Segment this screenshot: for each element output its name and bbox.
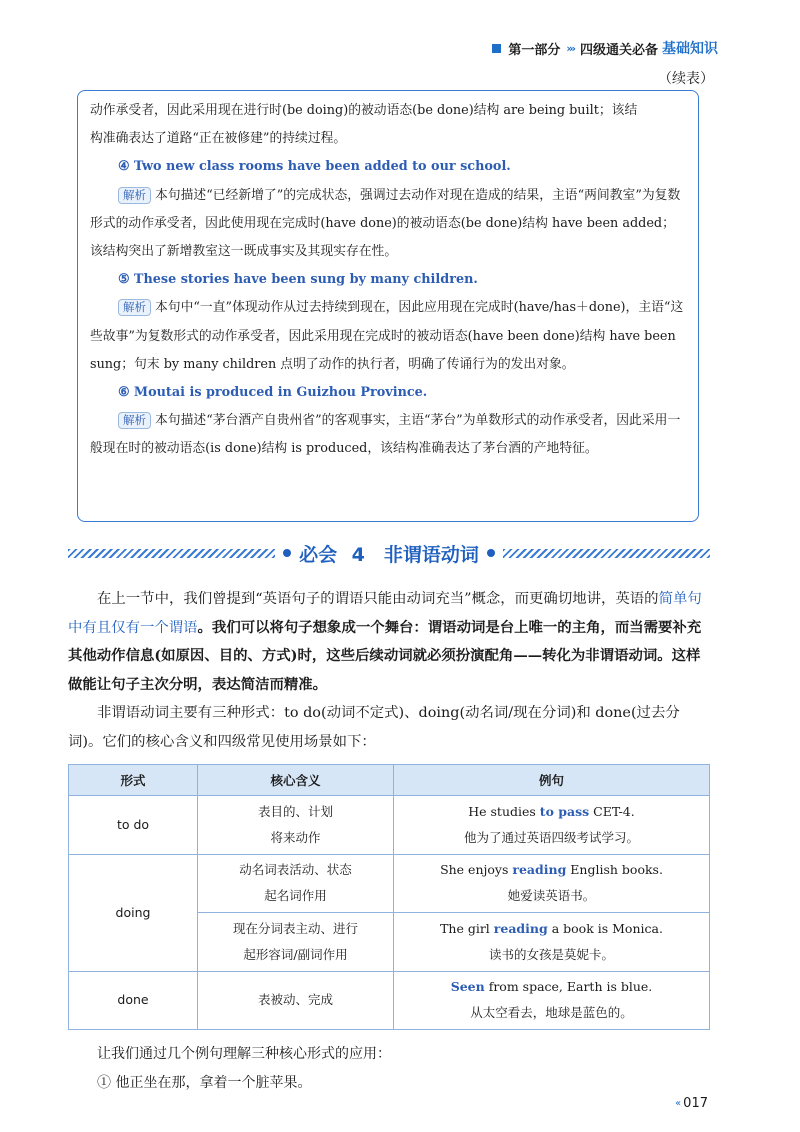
meaning-cell: [198, 971, 394, 1030]
square-icon: [492, 44, 501, 53]
arrows-icon: ›››: [566, 41, 574, 55]
highlight-text: 简单句中有且仅有一个谓语: [68, 591, 702, 636]
table-row: [69, 971, 710, 1030]
example-en: [395, 799, 708, 825]
meaning-cell: [198, 913, 394, 972]
closing-text: [97, 1040, 391, 1098]
meaning-cell: [198, 854, 394, 913]
example-text: He studies: [468, 803, 540, 819]
example-text: English books.: [566, 862, 663, 878]
example-sentence: ⑤ These stories have been sung by many children.: [118, 272, 478, 288]
dot-icon: [487, 549, 495, 557]
closing-example: ① 他正坐在那，拿着一个脏苹果。: [97, 1074, 312, 1091]
analysis-text: 本句描述“茅台酒产自贵州省”的客观事实，主语“茅台”为单数形式的动作承受者，因此采用一般现在时的被动语态(is done)结构 is produced，该结构准确表达了茅台酒的产地特征。: [90, 413, 681, 457]
analysis-tag: 解析: [118, 412, 151, 429]
paragraph-text: 在上一节中，我们曾提到“英语句子的谓语只能由动词充当”概念，而更确切地讲，英语的: [97, 591, 659, 607]
table-header: 核心含义: [198, 765, 394, 796]
meaning-cell: [198, 796, 394, 855]
example-sentence: ④ Two new class rooms have been added to our school.: [118, 159, 511, 175]
page-number-text: 017: [683, 1096, 708, 1111]
example-sentence: ⑥ Moutai is produced in Guizhou Province.: [118, 385, 428, 401]
right-stripe-decoration: [503, 549, 710, 558]
example-text: from space, Earth is blue.: [484, 979, 653, 995]
header-part: 第一部分: [508, 42, 561, 58]
meaning-line: 将来动作: [270, 829, 321, 845]
meaning-line: 表目的、计划: [257, 803, 333, 819]
table-row: [69, 796, 710, 855]
bold-text: 。我们可以将句子想象成一个舞台：谓语动词是台上唯一的主角，而当需要补充其他动作信息(如原因、目的、方式)时，这些后续动词就必须扮演配角——转化为非谓语动词。这样做能让句子主次分明，表达简洁而精准。: [68, 618, 702, 693]
example-highlight: Seen: [450, 979, 485, 995]
section-heading: [68, 538, 710, 568]
meaning-line: 现在分词表主动、进行: [232, 920, 358, 936]
meaning-line: 起形容词/副词作用: [243, 946, 348, 962]
analysis-text: 本句描述“已经新增了”的完成状态，强调过去动作对现在造成的结果，主语“两间教室”为复数形式的动作承受者，因此使用现在完成时(have done)的被动语态(be done)结构 have been added；该结构突出了新增教室这一既成事实及其现实存在性。: [90, 187, 681, 260]
analysis-tag: 解析: [118, 299, 151, 316]
example-en: [395, 916, 708, 942]
paragraph-forms: 非谓语动词主要有三种形式：to do(动词不定式)、doing(动名词/现在分词)和 done(过去分词)。它们的核心含义和四级常见使用场景如下：: [68, 705, 680, 750]
table-header-row: [69, 765, 710, 796]
example-highlight: to pass: [539, 803, 590, 819]
running-header: [492, 38, 718, 58]
analysis-tag: 解析: [118, 187, 151, 204]
paragraph-intro: [68, 585, 714, 699]
page-number: [675, 1096, 708, 1111]
box-line: 构准确表达了道路“正在被修建”的持续过程。: [90, 131, 347, 147]
example-cn: 他为了通过英语四级考试学习。: [463, 829, 639, 845]
example-cell: [394, 796, 710, 855]
analysis-paragraph: [90, 407, 686, 463]
analysis-paragraph: [90, 294, 686, 379]
body-text: [68, 585, 714, 757]
header-section: 四级通关必备: [579, 42, 658, 58]
example-en: [395, 974, 708, 1000]
box-line: 动作承受者，因此采用现在进行时(be doing)的被动语态(be done)结构 are being built；该结: [90, 103, 638, 118]
table-row: [69, 854, 710, 913]
header-highlight: 基础知识: [662, 41, 718, 57]
left-stripe-decoration: [68, 549, 275, 558]
example-cell: [394, 854, 710, 913]
form-cell: doing: [69, 854, 198, 971]
meaning-line: 起名词作用: [264, 888, 327, 904]
example-text: The girl: [440, 920, 494, 936]
chevron-left-icon: ‹‹: [675, 1098, 680, 1109]
meaning-line: 动名词表活动、状态: [239, 862, 352, 878]
example-highlight: reading: [512, 862, 567, 878]
example-cell: [394, 971, 710, 1030]
section-title: 必会 4 非谓语动词: [299, 543, 479, 566]
form-cell: to do: [69, 796, 198, 855]
closing-intro: 让我们通过几个例句理解三种核心形式的应用：: [97, 1046, 391, 1062]
nonfinite-table: [68, 764, 710, 1030]
example-en: [395, 857, 708, 883]
analysis-text: 本句中“一直”体现动作从过去持续到现在，因此应用现在完成时(have/has＋done)，主语“这些故事”为复数形式的动作承受者，因此采用现在完成时的被动语态(have been done)结构 have been sung；句末 by many children 点明了动作的执行者，明确了传诵行为的发出对象。: [90, 300, 684, 372]
table-header: 形式: [69, 765, 198, 796]
analysis-paragraph: [90, 182, 686, 267]
meaning-line: 表被动、完成: [257, 992, 333, 1008]
continued-label: （续表）: [658, 71, 714, 87]
example-cn: 她爱读英语书。: [507, 888, 596, 904]
example-cell: [394, 913, 710, 972]
analysis-box: [77, 90, 699, 522]
example-text: CET-4.: [589, 803, 635, 819]
example-cn: 读书的女孩是莫妮卡。: [488, 946, 614, 962]
form-cell: done: [69, 971, 198, 1030]
example-text: She enjoys: [440, 862, 513, 878]
dot-icon: [283, 549, 291, 557]
example-text: a book is Monica.: [547, 920, 663, 936]
table-header: 例句: [394, 765, 710, 796]
example-highlight: reading: [493, 920, 548, 936]
example-cn: 从太空看去，地球是蓝色的。: [470, 1005, 633, 1021]
